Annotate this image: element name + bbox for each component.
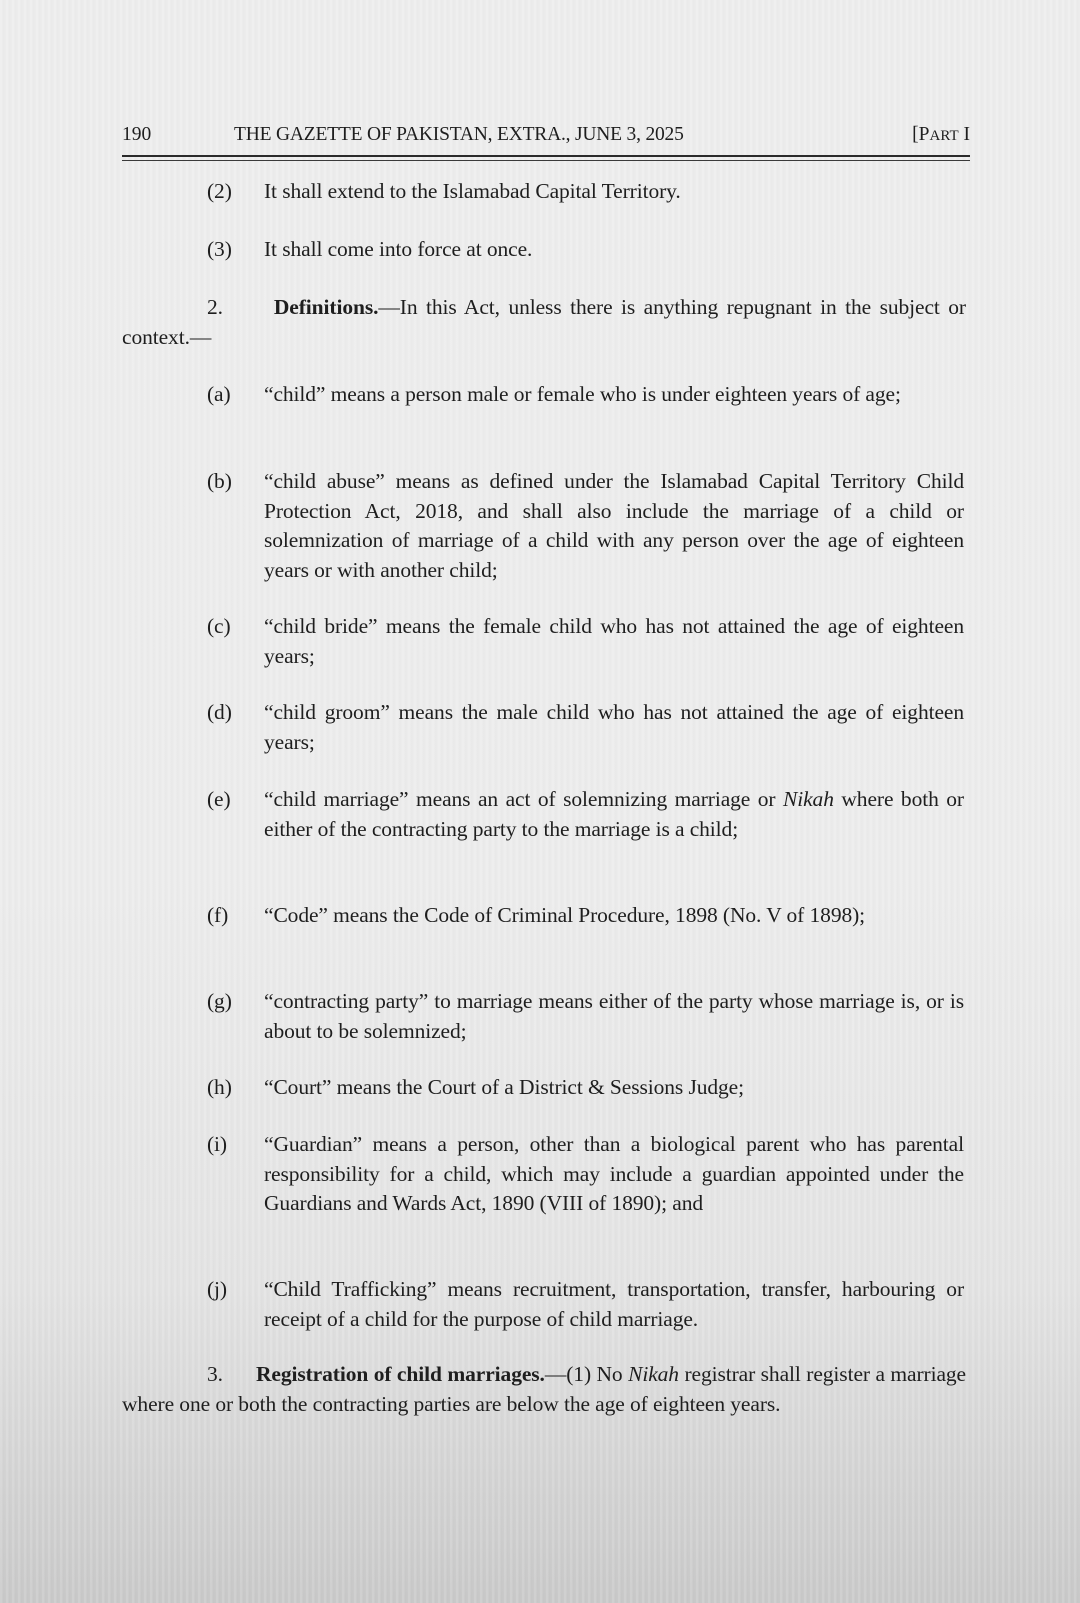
definition-text: “child abuse” means as defined under the Islamabad Capital Territory Child Protection Act, 2018, and shall also include the marriage of a child or solemnization of marriage of a child with any person over the age of eighteen years or with another child; xyxy=(264,469,964,582)
definition-label: (b) xyxy=(207,469,232,493)
part-number: I xyxy=(963,124,970,145)
nikah-term: Nikah xyxy=(628,1362,679,1386)
part-bracket: [ xyxy=(912,124,919,145)
definition-label: (g) xyxy=(207,989,232,1013)
section-heading: Registration of child marriages. xyxy=(255,1362,545,1386)
part-rest-letters: ART xyxy=(929,128,959,144)
section-2-paragraph xyxy=(122,293,966,352)
subsection-text: It shall extend to the Islamabad Capital Territory. xyxy=(264,179,681,203)
definition-label: (c) xyxy=(207,614,231,638)
section-3-paragraph xyxy=(122,1360,966,1419)
page-number: 190 xyxy=(122,124,152,145)
definition-label: (f) xyxy=(207,903,229,927)
definition-text: “contracting party” to marriage means either of the party whose marriage is, or is about to be solemnized; xyxy=(264,989,964,1043)
gazette-title: THE GAZETTE OF PAKISTAN, EXTRA., JUNE 3, 2025 xyxy=(234,124,684,145)
definition-text: “child” means a person male or female who is under eighteen years of age; xyxy=(264,382,901,406)
header-rule-thin xyxy=(122,160,970,161)
header-rule-thick xyxy=(122,155,970,157)
definition-text-part: where both or either of the contracting party to the marriage is a child; xyxy=(264,787,964,841)
section-number: 3. xyxy=(207,1362,223,1386)
subsection-label: (2) xyxy=(207,179,232,203)
definition-label: (a) xyxy=(207,382,231,406)
subsection-text: It shall come into force at once. xyxy=(264,237,533,261)
definition-label: (h) xyxy=(207,1075,232,1099)
definition-label: (j) xyxy=(207,1277,227,1301)
definition-text: “child groom” means the male child who has not attained the age of eighteen years; xyxy=(264,700,964,754)
section-text: —In this Act, unless there is anything repugnant in the subject or context.— xyxy=(122,295,966,349)
definition-label: (d) xyxy=(207,700,232,724)
subsection-label: (3) xyxy=(207,237,232,261)
section-heading: Definitions. xyxy=(273,295,379,319)
definition-text: “Code” means the Code of Criminal Procedure, 1898 (No. V of 1898); xyxy=(264,903,866,927)
definition-label: (e) xyxy=(207,787,231,811)
definition-text: “child bride” means the female child who has not attained the age of eighteen years; xyxy=(264,614,964,668)
definition-text: “Guardian” means a person, other than a biological parent who has parental responsibility for a child, which may include a guardian appointed under the Guardians and Wards Act, 1890 (VIII of 1890); and xyxy=(264,1132,964,1215)
section-number: 2. xyxy=(207,295,223,319)
part-first-letter: P xyxy=(918,124,930,145)
page-header xyxy=(122,120,970,150)
nikah-term: Nikah xyxy=(783,787,834,811)
definition-text-part: “child marriage” means an act of solemnizing marriage or xyxy=(264,787,783,811)
part-label xyxy=(912,120,970,151)
section-text: —(1) No xyxy=(544,1362,629,1386)
definition-label: (i) xyxy=(207,1132,227,1156)
definition-text: “Child Trafficking” means recruitment, transportation, transfer, harbouring or receipt of a child for the purpose of child marriage. xyxy=(264,1277,964,1331)
section-text: registrar shall register a marriage where one or both the contracting parties are below the age of eighteen years. xyxy=(122,1362,966,1416)
definition-text xyxy=(264,785,964,844)
definition-text: “Court” means the Court of a District & Sessions Judge; xyxy=(264,1075,744,1099)
